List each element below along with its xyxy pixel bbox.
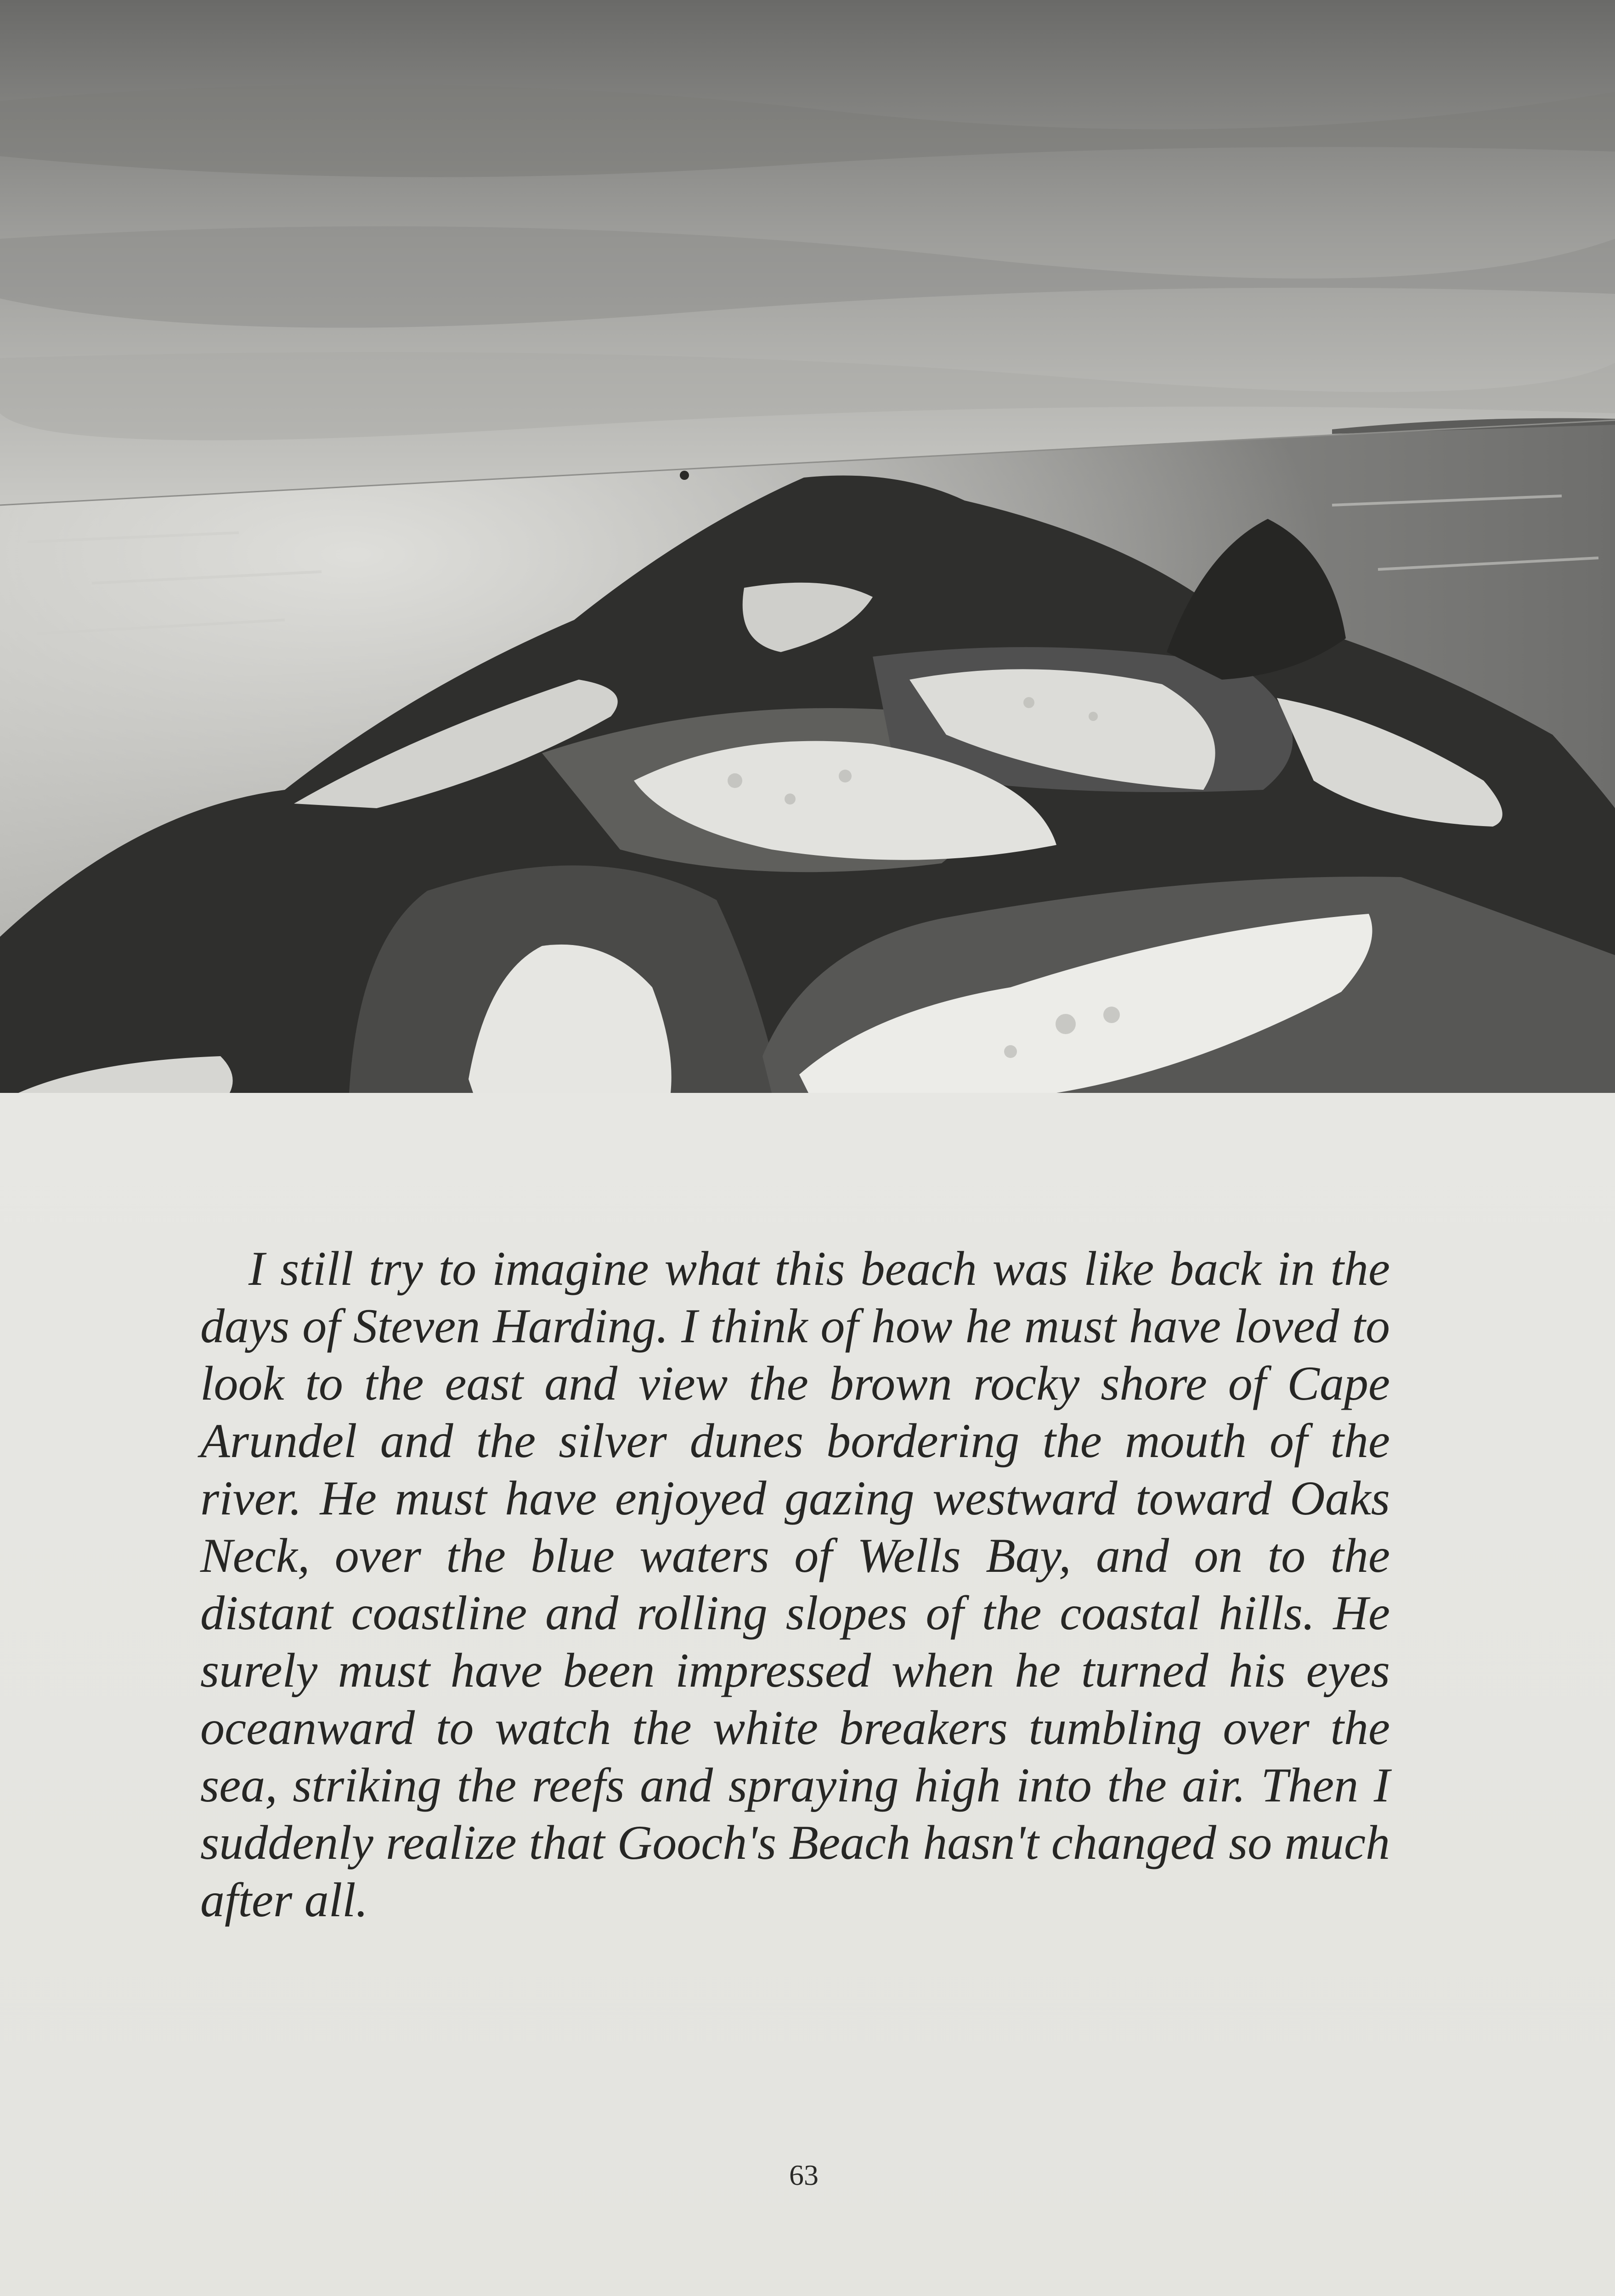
jetty-photo-image <box>0 0 1615 1093</box>
body-paragraph: I still try to imagine what this beach was like back in the days of Steven Harding. I think of how he must have loved to look to the east and view the brown rocky shore of Cape Arundel and the silver dunes bordering the mouth of the river. He must have enjoyed gazing westward toward Oaks Neck, over the blue waters of Wells Bay, and on to the distant coastline and rolling slopes of the coastal hills. He surely must have been impressed when he turned his eyes oceanward to watch the white breakers tumbling over the sea, striking the reefs and spraying high into the air. Then I suddenly realize that Gooch's Beach hasn't changed so much after all. <box>200 1242 1390 1927</box>
page-number: 63 <box>789 2159 819 2191</box>
jetty-photograph <box>0 0 1615 1093</box>
